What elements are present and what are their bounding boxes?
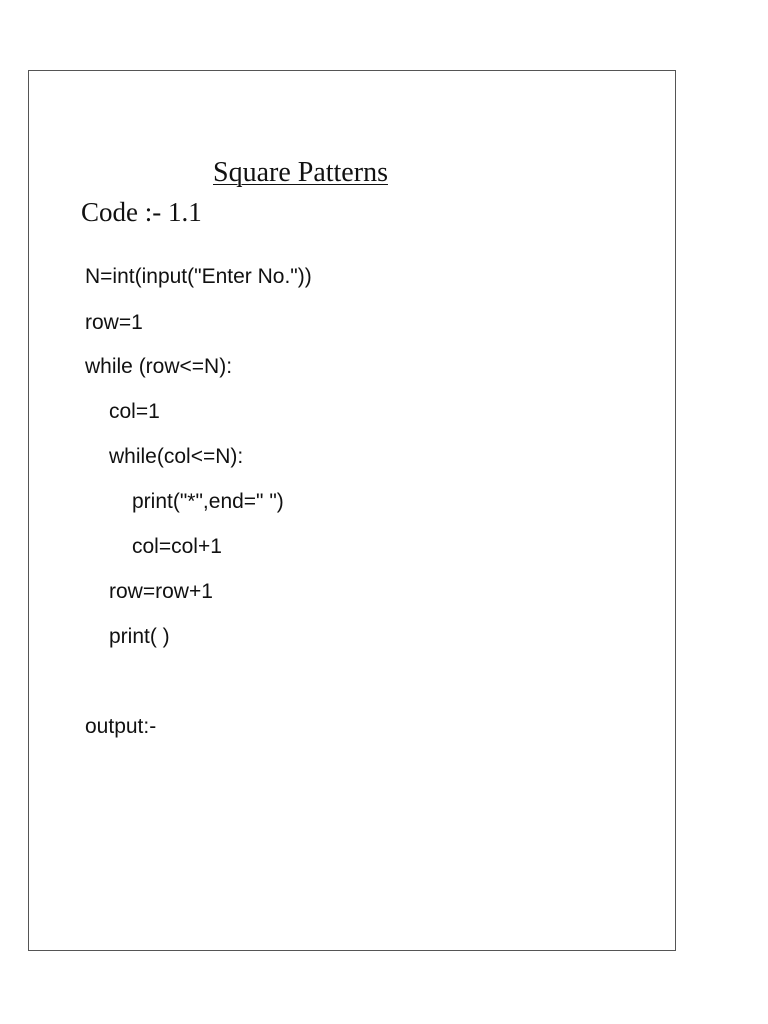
code-line: while(col<=N):: [109, 445, 244, 468]
page-title: Square Patterns: [213, 157, 388, 188]
output-label: output:-: [85, 715, 157, 738]
code-line: while (row<=N):: [85, 355, 233, 378]
code-label: Code :- 1.1: [81, 197, 202, 227]
document-page: [28, 70, 676, 951]
code-line: row=row+1: [109, 580, 213, 603]
code-line: col=1: [109, 400, 160, 423]
code-line: print("*",end=" "): [132, 490, 284, 513]
code-line: print( ): [109, 625, 170, 648]
code-line: N=int(input("Enter No.")): [85, 265, 312, 288]
code-line: col=col+1: [132, 535, 222, 558]
code-line: row=1: [85, 311, 143, 334]
